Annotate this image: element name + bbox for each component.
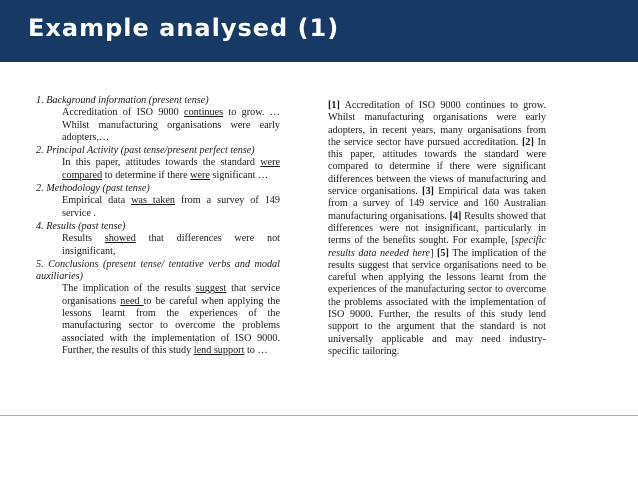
abstract-text (328, 100, 546, 358)
text: The implication of the results suggest that service organisations need to be careful when applying the lessons learnt from the experiences of the manufacturing sector to overcome the problems associated with the implementation of ISO 9000. Further, the results of this study lend support to the argument that the standard is not universally applicable and may need industry-specific tailoring. (328, 247, 546, 357)
item-heading: 2. Methodology (past tense) (36, 183, 150, 195)
text: from a survey of 149 service . (62, 195, 280, 219)
analysis-item-principal-activity (36, 145, 280, 182)
text: Accreditation of ISO 9000 (62, 107, 185, 119)
text: ] (430, 247, 437, 259)
text: The implication of the results (62, 283, 196, 295)
text: significant … (209, 169, 269, 181)
analysis-item-background (36, 95, 280, 144)
text: Results showed that differences were not insignificant, particularly in terms of the benefits sought. For example, [ (328, 210, 547, 247)
slide-title: Example analysed (1) (28, 14, 340, 42)
underlined-verb: showed (104, 233, 136, 245)
analysis-item-methodology (36, 183, 280, 220)
text: Results (62, 233, 105, 245)
text: Empirical data (62, 195, 132, 207)
marker-2: [2] (521, 136, 534, 148)
marker-5: [5] (436, 247, 449, 259)
text: to … (244, 344, 268, 356)
analysis-item-conclusions (36, 259, 280, 357)
underlined-verb: was taken (131, 195, 175, 207)
underlined-verb: continues (184, 107, 224, 119)
underlined-verb: were (190, 169, 210, 181)
text: to determine if there (102, 169, 191, 181)
underlined-verb: suggest (195, 283, 227, 295)
item-body (36, 233, 280, 258)
text: Empirical data was taken from a survey of 149 service and 160 Australian manufacturing organisations. (328, 186, 546, 222)
marker-4: [4] (449, 210, 462, 222)
underlined-verb: need (120, 295, 144, 307)
analysis-item-results (36, 221, 280, 258)
text: that differences were not insignificant, (62, 233, 280, 257)
item-body (36, 107, 280, 144)
item-heading: 4. Results (past tense) (36, 220, 126, 232)
text: In this paper, attitudes towards the standard (62, 157, 261, 169)
marker-3: [3] (422, 186, 434, 198)
item-heading: 1. Background information (present tense) (36, 95, 209, 106)
item-body (36, 157, 280, 182)
footer-divider (0, 415, 638, 416)
text: to be careful when applying the lessons learnt from the experiences of the manufacturing sector to overcome the problems associated with the implementation of ISO 9000. Further, the results of this study (62, 295, 280, 356)
text: Accreditation of ISO 9000 continues to grow. Whilst manufacturing organisations were early adopters, in recent years, many organisations from the service sector have pursued accreditation. (328, 100, 546, 148)
title-bar (0, 0, 638, 62)
placeholder-note: specific results data needed here (328, 235, 546, 259)
text: to grow. … Whilst manufacturing organisations were early adopters,… (62, 107, 280, 143)
text: that service organisations (62, 283, 280, 307)
analysis-list (36, 95, 280, 358)
item-heading: 5. Conclusions (present tense/ tentative verbs and modal auxiliaries) (36, 258, 280, 283)
underlined-verb: lend support (193, 344, 245, 356)
marker-1: [1] (328, 100, 340, 111)
text: In this paper, attitudes towards the standard were compared to determine if there were significant differences between the views of manufacturing and service organisations. (328, 136, 546, 198)
item-heading: 2. Principal Activity (past tense/present perfect tense) (36, 145, 255, 157)
underlined-verb: were compared (62, 157, 280, 181)
item-body (36, 195, 280, 220)
item-body (36, 283, 280, 357)
